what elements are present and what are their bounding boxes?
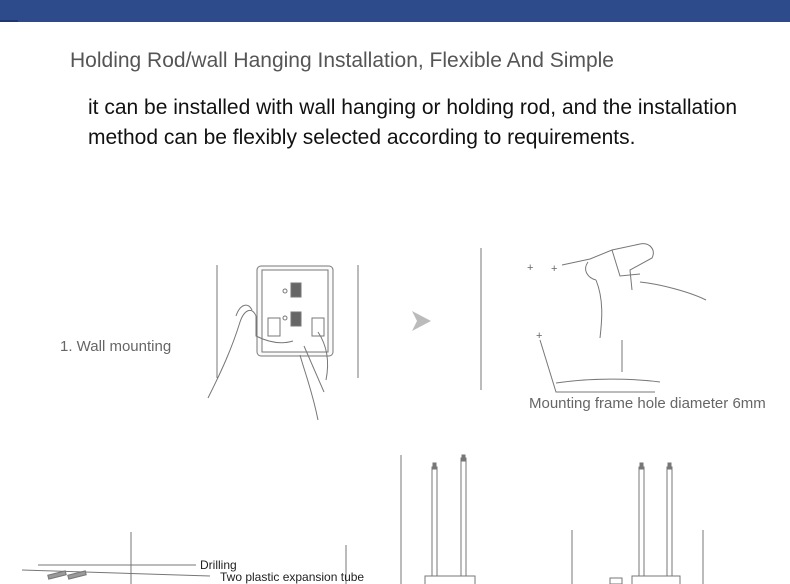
step-arrow: [412, 311, 431, 331]
drilling-illustration: [481, 244, 706, 392]
svg-text:+: +: [536, 330, 543, 342]
drilling-label: Drilling: [200, 558, 237, 572]
svg-text:+: +: [527, 262, 534, 274]
router-antenna-illustration-left: [401, 455, 475, 584]
wall-mounting-label: 1. Wall mounting: [60, 338, 172, 355]
description-text: it can be installed with wall hanging or holding rod, and the installation method can be flexibly selected according to requirements.: [88, 96, 738, 149]
hole-diameter-caption: Mounting frame hole diameter 6mm: [529, 395, 766, 412]
section-heading: Holding Rod/wall Hanging Installation, Flexible And Simple: [70, 49, 614, 72]
router-antenna-illustration-right: [572, 463, 703, 584]
svg-text:+: +: [551, 263, 558, 275]
expansion-tube-label: Two plastic expansion tube: [220, 570, 365, 584]
wall-mount-illustration: [208, 265, 358, 420]
